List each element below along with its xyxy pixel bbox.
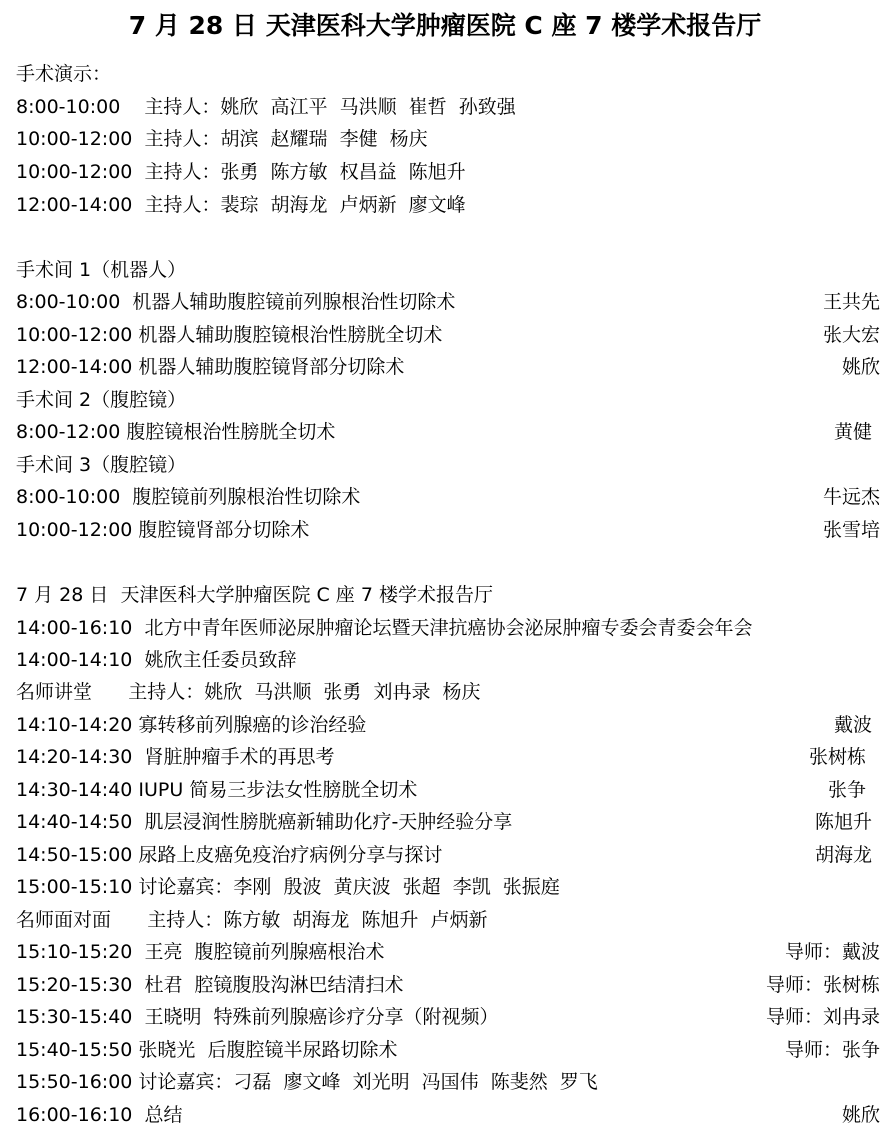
speaker-name: 戴波 <box>833 714 872 736</box>
surgery-item: 8:00-10:00 机器人辅助腹腔镜前列腺根治性切除术 <box>16 291 456 313</box>
surgeon-name: 张雪培 <box>822 519 880 541</box>
venue-line: 7 月 28 日 天津医科大学肿瘤医院 C 座 7 楼学术报告厅 <box>16 584 493 606</box>
face-item: 15:40-15:50 张晓光 后腹腔镜半尿路切除术 <box>16 1039 398 1061</box>
surgeon-name: 王共先 <box>822 291 880 313</box>
mentor-name: 导师：戴波 <box>784 941 880 963</box>
mentor-name: 导师：张争 <box>784 1039 880 1061</box>
speaker-name: 胡海龙 <box>814 844 872 866</box>
face-item: 15:20-15:30 杜君 腔镜腹股沟淋巴结清扫术 <box>16 974 404 996</box>
surgeon-name: 黄健 <box>833 421 872 443</box>
discussion-line: 15:00-15:10 讨论嘉宾：李刚 殷波 黄庆波 张超 李凯 张振庭 <box>16 876 560 898</box>
mentor-name: 导师：刘冉录 <box>765 1006 880 1028</box>
lecture-header: 名师讲堂 主持人：姚欣 马洪顺 张勇 刘冉录 杨庆 <box>16 681 481 703</box>
mentor-name: 导师：张树栋 <box>765 974 880 996</box>
face-header: 名师面对面 主持人：陈方敏 胡海龙 陈旭升 卢炳新 <box>16 909 488 931</box>
lecture-item: 14:10-14:20 寡转移前列腺癌的诊治经验 <box>16 714 367 736</box>
discussion-line: 15:50-16:00 讨论嘉宾：刁磊 廖文峰 刘光明 冯国伟 陈斐然 罗飞 <box>16 1071 598 1093</box>
surgery-item: 8:00-10:00 腹腔镜前列腺根治性切除术 <box>16 486 361 508</box>
surgeon-name: 牛远杰 <box>822 486 880 508</box>
demo-row: 10:00-12:00 主持人：胡滨 赵耀瑞 李健 杨庆 <box>16 128 428 150</box>
closing-line: 16:00-16:10 总结 <box>16 1104 183 1126</box>
room-header: 手术间 1（机器人） <box>16 259 187 281</box>
page-title: 7 月 28 日 天津医科大学肿瘤医院 C 座 7 楼学术报告厅 <box>128 11 762 40</box>
room-header: 手术间 2（腹腔镜） <box>16 389 187 411</box>
lecture-item: 14:40-14:50 肌层浸润性膀胱癌新辅助化疗-天肿经验分享 <box>16 811 513 833</box>
surgeon-name: 姚欣 <box>841 356 880 378</box>
lecture-item: 14:30-14:40 IUPU 简易三步法女性膀胱全切术 <box>16 779 418 801</box>
demo-header: 手术演示： <box>16 63 112 85</box>
speaker-name: 陈旭升 <box>814 811 872 833</box>
surgery-item: 8:00-12:00 腹腔镜根治性膀胱全切术 <box>16 421 336 443</box>
closing-speaker: 姚欣 <box>841 1104 880 1126</box>
surgery-item: 12:00-14:00 机器人辅助腹腔镜肾部分切除术 <box>16 356 405 378</box>
speaker-name: 张争 <box>827 779 866 801</box>
surgery-item: 10:00-12:00 机器人辅助腹腔镜根治性膀胱全切术 <box>16 324 443 346</box>
surgery-item: 10:00-12:00 腹腔镜肾部分切除术 <box>16 519 310 541</box>
speaker-name: 张树栋 <box>808 746 866 768</box>
face-item: 15:30-15:40 王晓明 特殊前列腺癌诊疗分享（附视频） <box>16 1006 499 1028</box>
face-item: 15:10-15:20 王亮 腹腔镜前列腺癌根治术 <box>16 941 385 963</box>
forum-line: 14:00-16:10 北方中青年医师泌尿肿瘤论坛暨天津抗癌协会泌尿肿瘤专委会青委会年会 <box>16 617 753 639</box>
surgeon-name: 张大宏 <box>822 324 880 346</box>
lecture-item: 14:20-14:30 肾脏肿瘤手术的再思考 <box>16 746 335 768</box>
room-header: 手术间 3（腹腔镜） <box>16 454 187 476</box>
opening-line: 14:00-14:10 姚欣主任委员致辞 <box>16 649 297 671</box>
demo-row: 12:00-14:00 主持人：裴琮 胡海龙 卢炳新 廖文峰 <box>16 194 466 216</box>
lecture-item: 14:50-15:00 尿路上皮癌免疫治疗病例分享与探讨 <box>16 844 443 866</box>
demo-row: 10:00-12:00 主持人：张勇 陈方敏 权昌益 陈旭升 <box>16 161 466 183</box>
demo-row: 8:00-10:00 主持人：姚欣 高江平 马洪顺 崔哲 孙致强 <box>16 96 516 118</box>
